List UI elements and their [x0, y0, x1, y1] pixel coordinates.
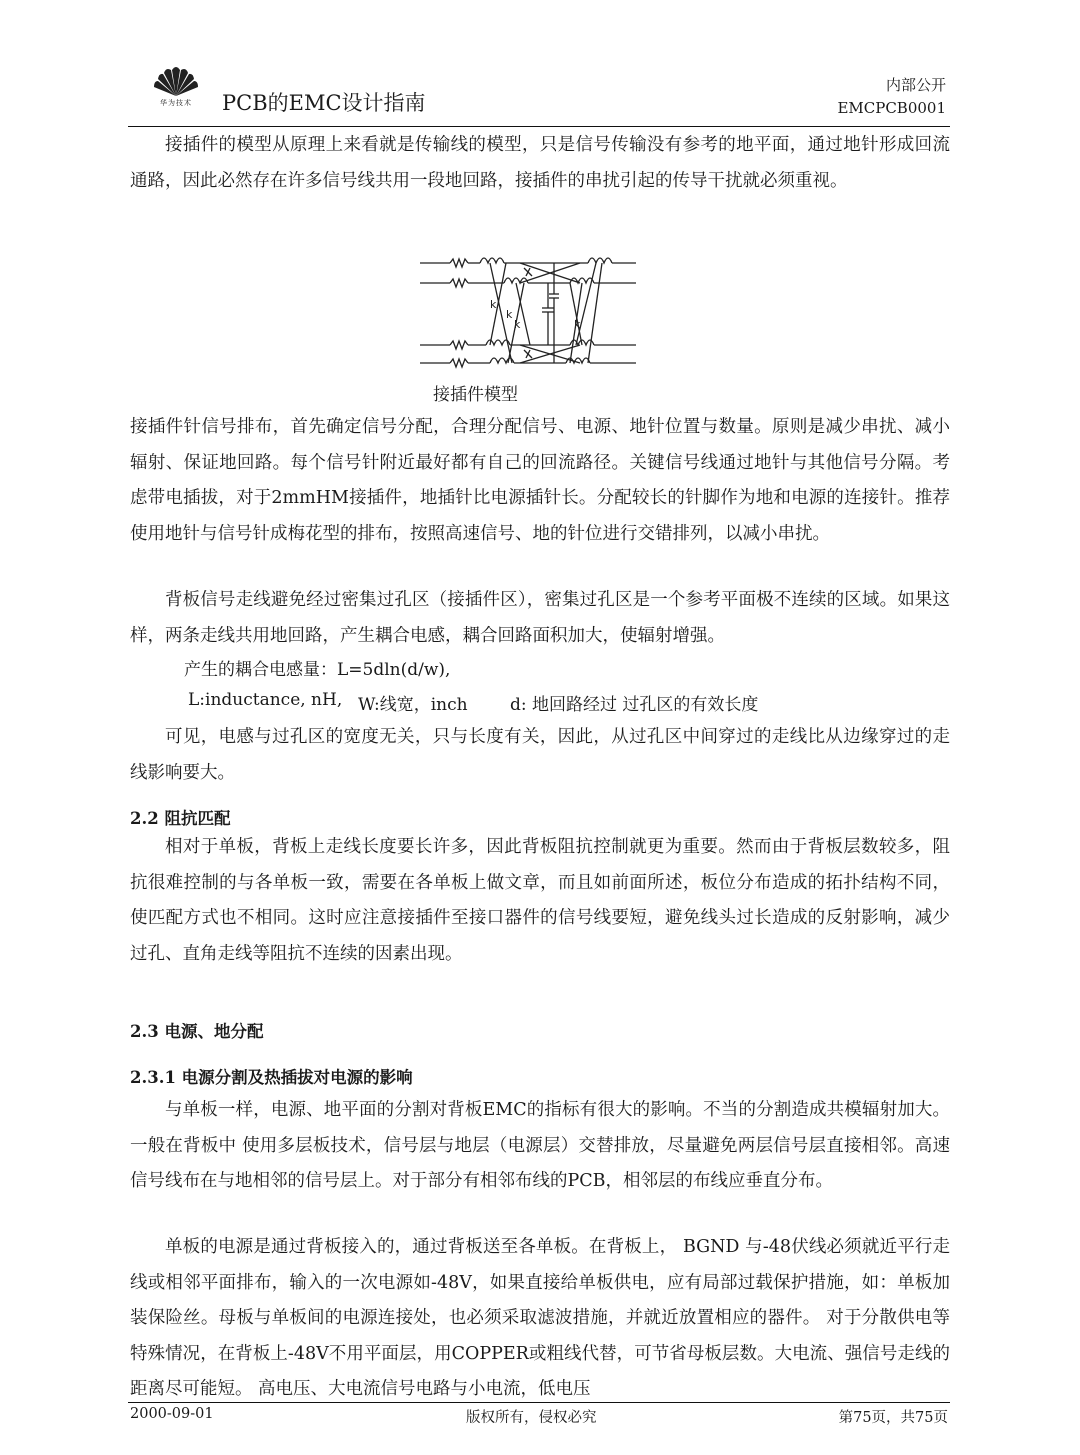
definition-d: d: 地回路经过 过孔区的有效长度 [510, 695, 759, 715]
document-id: EMCPCB0001 [837, 99, 946, 117]
section-heading-2-3-1: 2.3.1 电源分割及热插拔对电源的影响 [130, 1068, 413, 1087]
section-heading-2-2: 2.2 阻抗匹配 [130, 809, 231, 828]
k-label: k [574, 318, 581, 331]
footer-page-number: 第75页，共75页 [838, 1410, 948, 1426]
header-divider [128, 126, 950, 127]
connector-model-figure [420, 242, 636, 378]
paragraph-via-area: 背板信号走线避免经过密集过孔区（接插件区），密集过孔区是一个参考平面极不连续的区域。如果这样，两条走线共用地回路，产生耦合电感，耦合回路面积加大，使辐射增强。 [130, 590, 950, 646]
document-title: PCB的EMC设计指南 [222, 91, 426, 115]
paragraph-impedance-matching: 相对于单板，背板上走线长度要长许多，因此背板阻抗控制就更为重要。然而由于背板层数较多，阻抗很难控制的与各单板一致，需要在各单板上做文章，而且如前面所述，板位分布造成的拓扑结构不同，使匹配方式也不相同。这时应注意接插件至接口器件的信号线要短，避免线头过长造成的反射影响，减少过孔、直角走线等阻抗不连续的因素出现。 [130, 837, 950, 964]
k-label: k [490, 298, 497, 311]
section-heading-2-3: 2.3 电源、地分配 [130, 1022, 264, 1041]
figure-caption: 接插件模型 [433, 385, 518, 405]
inductance-formula: 产生的耦合电感量：L=5dln(d/w), [184, 660, 451, 680]
footer-divider [128, 1402, 950, 1403]
paragraph-pin-assignment: 接插件针信号排布，首先确定信号分配，合理分配信号、电源、地针位置与数量。原则是减少串扰、减小辐射、保证地回路。每个信号针附近最好都有自己的回流路径。关键信号线通过地针与其他信号分隔。考虑带电插拔，对于2mmHM接插件，地插针比电源插针长。分配较长的针脚作为地和电源的连接针。推荐使用地针与信号针成梅花型的排布，按照高速信号、地的针位进行交错排列，以减小串扰。 [130, 417, 950, 544]
header-meta [837, 74, 946, 120]
k-label: k [506, 308, 513, 321]
company-logo [152, 64, 200, 108]
classification-label: 内部公开 [885, 76, 946, 94]
paragraph-inductance-conclusion: 可见，电感与过孔区的宽度无关，只与长度有关，因此，从过孔区中间穿过的走线比从边缘穿过的走线影响要大。 [130, 727, 950, 783]
definition-w: W:线宽，inch [358, 695, 468, 715]
footer-date: 2000-09-01 [130, 1406, 214, 1422]
footer-copyright: 版权所有，侵权必究 [466, 1410, 597, 1426]
logo-text: 华为技术 [160, 99, 192, 107]
definition-l: L:inductance, nH, [188, 690, 343, 710]
k-label: k [514, 318, 521, 331]
paragraph-connector-model: 接插件的模型从原理上来看就是传输线的模型，只是信号传输没有参考的地平面，通过地针形成回流通路，因此必然存在许多信号线共用一段地回路，接插件的串扰引起的传导干扰就必须重视。 [130, 135, 950, 191]
paragraph-power-distribution: 单板的电源是通过背板接入的，通过背板送至各单板。在背板上， BGND 与-48伏线必须就近平行走线或相邻平面排布，输入的一次电源如-48V，如果直接给单板供电，应有局部过载保护措施，如：单板加装保险丝。母板与单板间的电源连接处，也必须采取滤波措施，并就近放置相应的器件。 对于分散供电等特殊情况，在背板上-48V不用平面层，用COPPER或粗线代替，可节省母板层数。大电流、强信号走线的距离尽可能短。 高电压、大电流信号电路与小电流，低电压 [130, 1237, 950, 1399]
paragraph-plane-split: 与单板一样，电源、地平面的分割对背板EMC的指标有很大的影响。不当的分割造成共模辐射加大。一般在背板中 使用多层板技术，信号层与地层（电源层）交替排放，尽量避免两层信号层直接相邻。高速信号线布在与地相邻的信号层上。对于部分有相邻布线的PCB，相邻层的布线应垂直分布。 [130, 1100, 950, 1191]
